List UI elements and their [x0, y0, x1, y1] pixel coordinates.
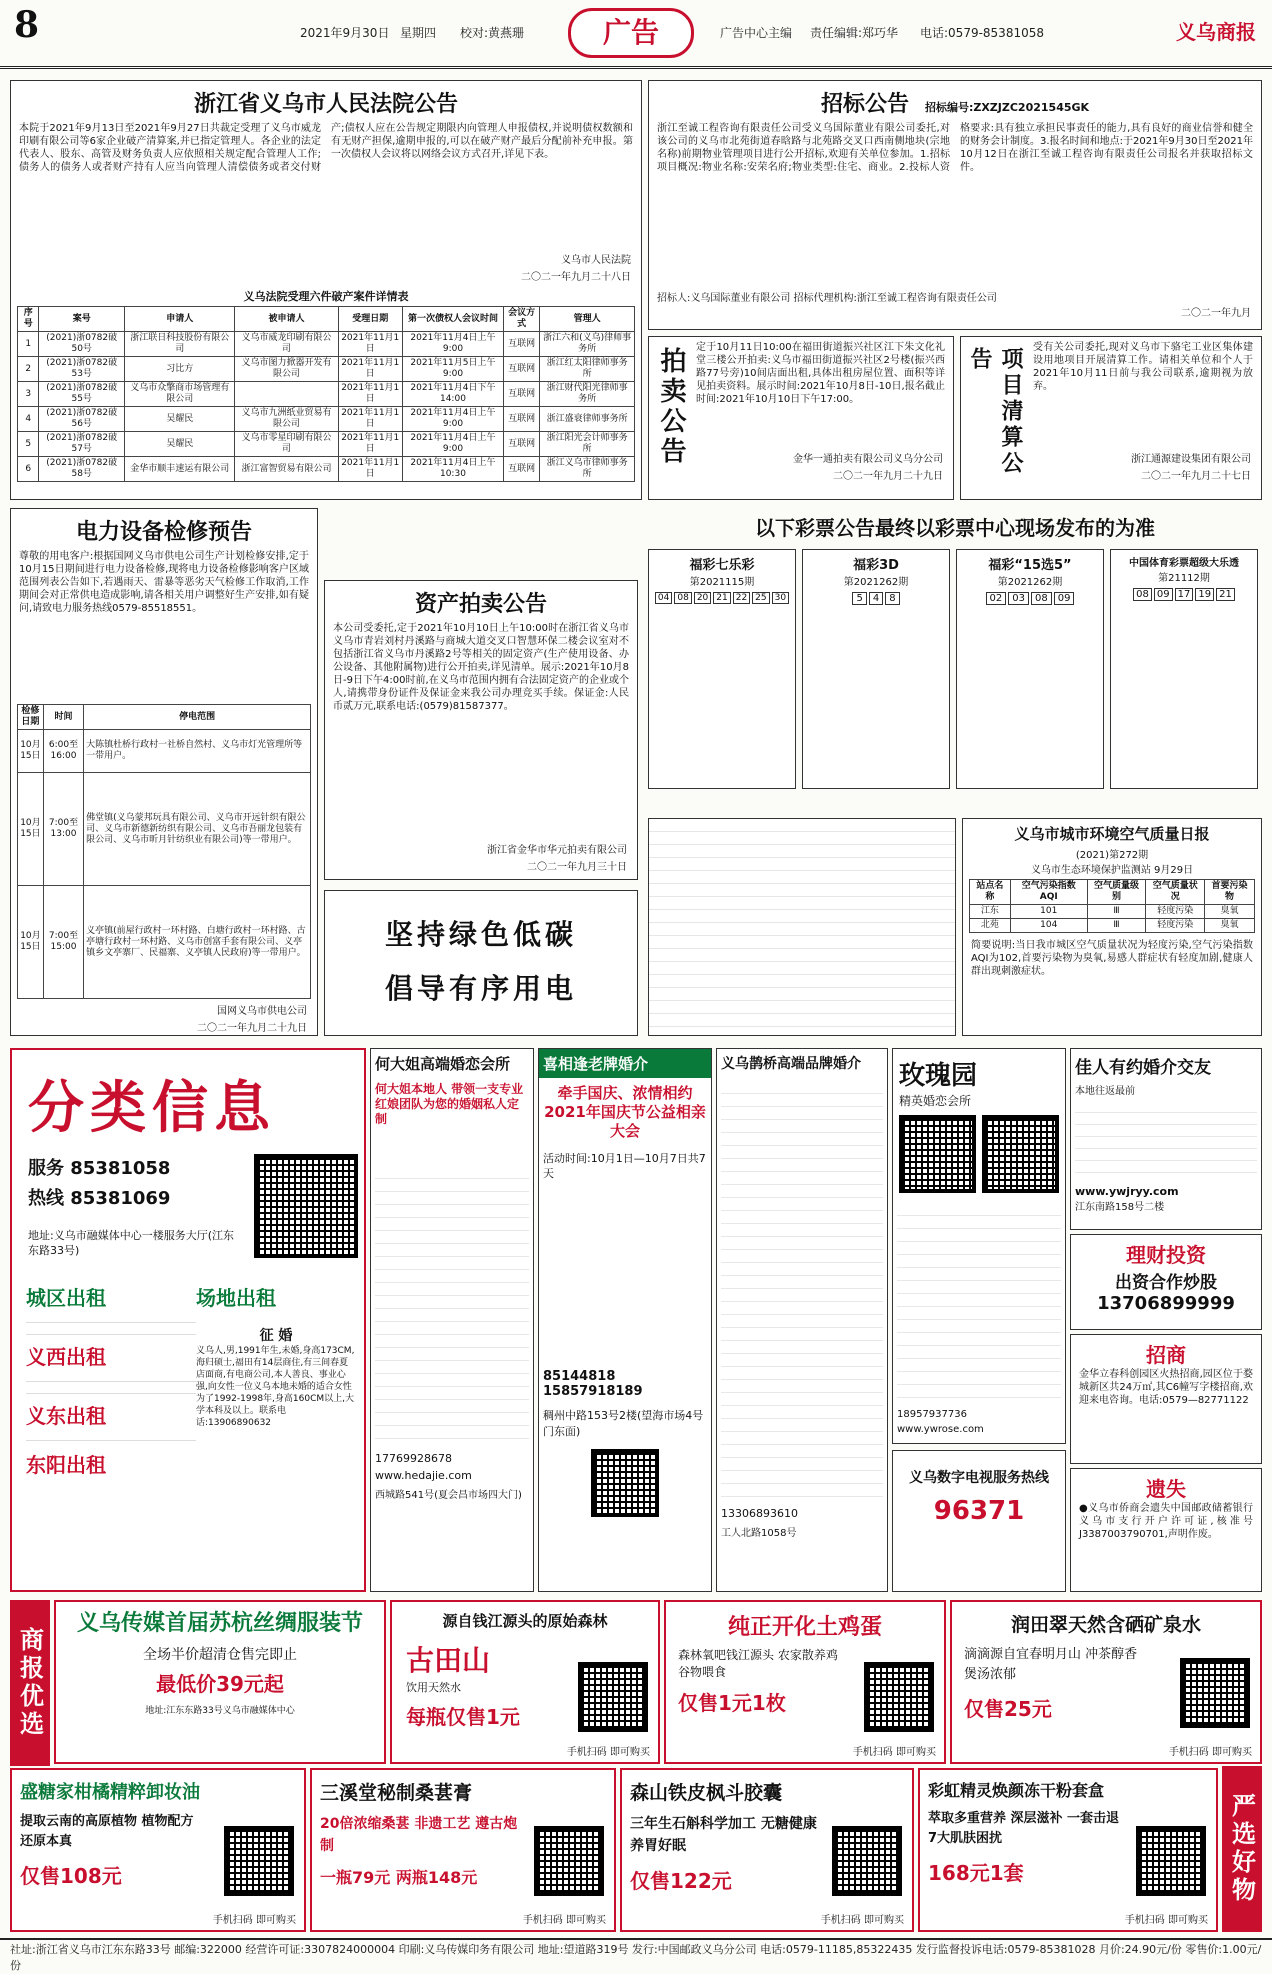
lottery-number: 4	[869, 592, 883, 605]
promo-sub: 三年生石斛科学加工 无糖健康 养胃好眠	[630, 1816, 817, 1854]
center-editor: 广告中心主编	[720, 26, 793, 40]
lottery-card	[802, 549, 950, 789]
court-th: 序号	[18, 307, 39, 332]
promo-right-label-box	[1222, 1766, 1262, 1932]
lottery-number: 22	[733, 592, 750, 604]
lottery-number: 20	[694, 592, 711, 604]
cell: (2021)浙0782破57号	[39, 432, 125, 457]
promo-sub: 全场半价超清仓售完即止	[143, 1647, 297, 1663]
lost-body: ●义乌市侨商会遗失中国邮政储蓄银行义乌市支行开户许可证,核准号J3387003790701,声明作废。	[1079, 1503, 1253, 1540]
promo-addr: 地址:江东东路33号义乌市融媒体中心	[145, 1706, 295, 1716]
jia-listings	[1075, 1101, 1257, 1181]
lottery-number: 03	[1008, 592, 1029, 605]
tv-phone: 96371	[933, 1496, 1025, 1526]
jia-addr: 江东南路158号二楼	[1075, 1202, 1165, 1213]
he-site: www.hedajie.com	[375, 1469, 472, 1482]
promo-mulberry-paste[interactable]	[310, 1768, 616, 1932]
cell: 10月15日	[18, 730, 44, 773]
promo-title: 义乌传媒首届苏杭丝绸服装节	[76, 1611, 363, 1636]
cat-city-rent: 城区出租	[26, 1286, 106, 1310]
he-addr: 西城路541号(夏会昌市场四大门)	[375, 1490, 522, 1501]
air-th: 空气质量状况	[1146, 880, 1205, 905]
ad-he-dajie	[370, 1048, 534, 1592]
cell: 5	[18, 432, 39, 457]
xi-time: 活动时间:10月1日—10月7日共7天	[543, 1152, 706, 1180]
jia-sub: 本地往返最前	[1075, 1086, 1135, 1097]
court-table	[17, 306, 635, 482]
court-table-title: 义乌法院受理六件破产案件详情表	[243, 290, 409, 303]
rose-listings	[897, 1203, 1061, 1403]
lottery-name: 福彩“15选5”	[988, 558, 1072, 573]
promo-gutianshan-water[interactable]	[390, 1600, 660, 1764]
table-row	[970, 919, 1255, 933]
cell: 大陈镇杜桥行政村一社桥自然村、义乌市灯光管理所等一带用户。	[84, 730, 311, 773]
xi-headline: 牵手国庆、浓情相约 2021年国庆节公益相亲大会	[544, 1084, 706, 1140]
lottery-card	[956, 549, 1104, 789]
rose-phone: 18957937736	[897, 1409, 967, 1420]
slogan-line1: 坚持绿色低碳	[384, 918, 577, 951]
court-th: 管理人	[540, 307, 635, 332]
cell: 4	[18, 407, 39, 432]
tv-title: 义乌数字电视服务热线	[909, 1470, 1049, 1486]
cell: 10月15日	[18, 773, 44, 886]
cell: 互联网	[504, 382, 540, 407]
promo-dendrobium[interactable]	[620, 1768, 914, 1932]
lottery-issue: 第2021262期	[997, 577, 1063, 588]
air-title: 义乌市城市环境空气质量日报	[1014, 825, 1210, 843]
cell	[235, 382, 338, 407]
tender-code: 招标编号:ZXZJZC2021545GK	[924, 101, 1090, 114]
promo-qr-code[interactable]	[534, 1826, 604, 1896]
promo-sub: 提取云南的高原植物 植物配方 还原本真	[20, 1814, 194, 1849]
power-title: 电力设备检修预告	[75, 519, 252, 545]
court-th: 被申请人	[235, 307, 338, 332]
cell: 浙江红太阳律师事务所	[540, 357, 635, 382]
cat-east-rent: 义东出租	[26, 1404, 106, 1428]
cell: 6	[18, 457, 39, 482]
promo-price: 仅售108元	[20, 1864, 122, 1888]
promo-qr-code[interactable]	[1180, 1658, 1250, 1728]
promo-qr-code[interactable]	[1136, 1826, 1206, 1896]
auction-small-signer: 金华一通拍卖有限公司义乌分公司	[793, 454, 943, 465]
cell: 2021年11月1日	[338, 407, 402, 432]
page-footer: 社址:浙江省义乌市江东东路33号 邮编:322000 经营许可证:3307824000004 印刷:义乌传媒印务有限公司 地址:望道路319号 发行:中国邮政义乌分公司 电话:0579-11185,85322435 发行监督投诉电话:0579-85381028 月价:24.90元/份 零售价:1.00元/份	[0, 1938, 1272, 1971]
cell: (2021)浙0782破58号	[39, 457, 125, 482]
table-row	[18, 357, 635, 382]
power-date: 二〇二一年九月二十九日	[197, 1023, 307, 1034]
lu-addr: 工人北路1058号	[721, 1528, 797, 1539]
ad-queqiao	[716, 1048, 888, 1592]
promo-title: 润田翠天然含硒矿泉水	[1010, 1614, 1201, 1636]
lottery-number: 02	[986, 592, 1007, 605]
promo-sub: 森林氧吧钱江源头 农家散养鸡谷物喂食	[678, 1648, 838, 1679]
he-listings	[375, 1166, 529, 1446]
audit-title: 项目清算公告	[967, 347, 1024, 477]
promo-title: 源自钱江源头的原始森林	[442, 1612, 608, 1630]
air-th: 首要污染物	[1205, 880, 1255, 905]
xi-addr: 稠州中路153号2楼(望海市场4号门东面)	[543, 1409, 704, 1438]
cell: 浙江盛衰律师事务所	[540, 407, 635, 432]
xi-phone: 85144818 15857918189	[543, 1369, 643, 1399]
cell: 浙江义乌市律师事务所	[540, 457, 635, 482]
rose-sub: 精英婚恋会所	[899, 1094, 972, 1108]
ad-invite-business	[1070, 1334, 1262, 1464]
lottery-name: 福彩七乐彩	[689, 558, 755, 573]
audit-body: 受有关公司委托,现对义乌市下骆宅工业区集体建设用地项目开展清算工作。请相关单位和个人于2021年10月11日前与我公司联系,逾期视为放弃。	[1033, 342, 1253, 392]
cell: 江东	[970, 905, 1011, 919]
lottery-name: 福彩3D	[853, 558, 899, 573]
cell: 浙江六和(义乌)律师事务所	[540, 332, 635, 357]
table-row	[18, 773, 311, 886]
cell: 义乌市零星印刷有限公司	[235, 432, 338, 457]
cell: (2021)浙0782破50号	[39, 332, 125, 357]
classified-qr-code	[254, 1154, 358, 1258]
promo-sub: 饮用天然水	[406, 1681, 461, 1694]
table-row	[970, 905, 1255, 919]
promo-price: 仅售122元	[630, 1869, 732, 1893]
power-th: 时间	[43, 705, 83, 730]
page-number: 8	[14, 4, 40, 46]
promo-price: 每瓶仅售1元	[406, 1705, 520, 1729]
auction-small-notice	[648, 336, 954, 500]
cell: 3	[18, 382, 39, 407]
air-source: 义乌市生态环境保护监测站 9月29日	[1030, 865, 1194, 876]
asset-auction-notice	[324, 580, 638, 880]
promo-name: 古田山	[406, 1644, 491, 1677]
promo-cleansing-oil[interactable]	[10, 1768, 306, 1932]
lottery-number: 21	[1216, 588, 1235, 601]
promo-price: 仅售1元1枚	[678, 1691, 786, 1715]
header-phone: 电话:0579-85381058	[920, 26, 1044, 40]
tender-body: 浙江至诚工程咨询有限责任公司受义乌国际董业有限公司委托,对该公司的义乌市北苑街道春晗路与北苑路交叉口西南侧地块(宗地名称)前期物业管理项目进行公开招标,欢迎有关单位参加。1.招标项目概况:物业名称:安荣名府;物业类型:住宅、商业。2.投标人资格要求:具有独立承担民事责任的能力,具有良好的商业信誉和健全的财务会计制度。3.报名时间和地点:于2021年9月30日至2021年10月12日在浙江至诚工程咨询有限责任公司报名并获取招标文件。	[657, 123, 1253, 173]
xi-title: 喜相逢老牌婚介	[539, 1049, 711, 1078]
promo-qr-code[interactable]	[864, 1662, 934, 1732]
lottery-number: 21	[713, 592, 730, 604]
lottery-number: 08	[1031, 592, 1052, 605]
ad-tv-hotline	[892, 1450, 1066, 1592]
court-notice	[10, 80, 642, 500]
promo-sub: 滴滴源自宜春明月山 冲茶醇香 煲汤浓郁	[964, 1647, 1138, 1682]
ad-investment	[1070, 1234, 1262, 1330]
cell: 互联网	[504, 407, 540, 432]
cell: 金华市顺丰速运有限公司	[124, 457, 235, 482]
cell: 7:00至13:00	[43, 773, 83, 886]
tender-date: 二〇二一年九月	[1181, 308, 1251, 319]
lottery-number: 8	[885, 592, 899, 605]
lottery-issue: 第2021262期	[843, 577, 909, 588]
responsible-editor: 责任编辑:郑巧华	[810, 26, 899, 40]
promo-left-label-box	[10, 1600, 50, 1766]
power-table	[17, 704, 311, 999]
cell: 浙江联日科技股份有限公司	[124, 332, 235, 357]
jia-site: www.ywjryy.com	[1075, 1185, 1179, 1198]
lottery-number: 30	[772, 592, 789, 604]
court-th: 案号	[39, 307, 125, 332]
service-phone: 服务 85381058	[28, 1158, 171, 1179]
audit-signer: 浙江通源建设集团有限公司	[1131, 454, 1251, 465]
lottery-number: 04	[655, 592, 672, 604]
cell: 2021年11月4日上午9:00	[402, 407, 503, 432]
cell: 2021年11月1日	[338, 457, 402, 482]
scan-hint: 手机扫码 即可购买	[852, 1747, 936, 1758]
licai-phone: 13706899999	[1097, 1293, 1235, 1314]
hotline-phone: 热线 85381069	[28, 1188, 171, 1209]
lottery-title: 以下彩票公告最终以彩票中心现场发布的为准	[755, 516, 1155, 540]
promo-qr-code[interactable]	[832, 1826, 902, 1896]
promo-title: 纯正开化土鸡蛋	[727, 1615, 882, 1640]
promo-price: 最低价39元起	[156, 1672, 284, 1696]
cell: 吴耀民	[124, 407, 235, 432]
he-phone: 17769928678	[375, 1452, 452, 1465]
promo-sub: 萃取多重营养 深层滋补 一套击退7大肌肤困扰	[928, 1811, 1120, 1846]
power-notice	[10, 508, 318, 1036]
ad-rose-garden	[892, 1048, 1066, 1444]
scan-hint: 手机扫码 即可购买	[1124, 1915, 1208, 1926]
scan-hint: 手机扫码 即可购买	[522, 1915, 606, 1926]
cell: 2021年11月4日上午9:00	[402, 332, 503, 357]
section-logo: 广告	[568, 8, 694, 58]
audit-notice	[960, 336, 1262, 500]
classified-address: 地址:义乌市融媒体中心一楼服务大厅(江东东路33号)	[28, 1229, 234, 1257]
cell: 互联网	[504, 457, 540, 482]
lottery-number: 25	[752, 592, 769, 604]
asset-auction-title: 资产拍卖公告	[414, 591, 547, 617]
auction-small-date: 二〇二一年九月二十九日	[833, 471, 943, 482]
promo-runtian-water[interactable]	[950, 1600, 1262, 1764]
slogan-line2: 倡导有序用电	[384, 972, 577, 1005]
cell: 101	[1010, 905, 1087, 919]
scan-hint: 手机扫码 即可购买	[1168, 1747, 1252, 1758]
promo-left-label: 商报优选	[15, 1627, 45, 1739]
promo-eggs[interactable]	[664, 1600, 946, 1764]
court-th: 会议方式	[504, 307, 540, 332]
promo-qr-code[interactable]	[578, 1662, 648, 1732]
cell: 2021年11月5日上午9:00	[402, 357, 503, 382]
newspaper-brand: 义乌商报	[1176, 20, 1256, 44]
table-row	[18, 332, 635, 357]
auction-small-title: 拍卖公告	[656, 347, 686, 467]
rose-qr-code	[899, 1115, 976, 1193]
cell: 7:00至15:00	[43, 886, 83, 999]
ad-xi-xiangfeng	[538, 1048, 712, 1592]
lottery-detail-tables	[648, 818, 956, 1036]
tender-notice	[648, 80, 1262, 330]
cell: 臭氧	[1205, 905, 1255, 919]
cell: 6:00至16:00	[43, 730, 83, 773]
cell: 2021年11月1日	[338, 332, 402, 357]
promo-silk-festival[interactable]	[54, 1600, 386, 1764]
rose-site: www.ywrose.com	[897, 1424, 984, 1435]
promo-right-label: 严选好物	[1227, 1793, 1257, 1905]
table-row	[18, 730, 311, 773]
rose-qr-code-2	[982, 1115, 1059, 1193]
he-slogan: 何大姐本地人 带领一支专业红娘团队为您的婚姻私人定制	[375, 1082, 524, 1126]
cell: Ⅲ	[1087, 905, 1146, 919]
cell: 轻度污染	[1146, 919, 1205, 933]
court-th: 第一次债权人会议时间	[402, 307, 503, 332]
tender-contact: 招标人:义乌国际董业有限公司 招标代理机构:浙江至诚工程咨询有限责任公司	[657, 293, 997, 304]
cell: 义乌市图力掀器开发有限公司	[235, 357, 338, 382]
court-title: 浙江省义乌市人民法院公告	[193, 91, 458, 117]
power-signer: 国网义乌市供电公司	[217, 1006, 307, 1017]
cell: (2021)浙0782破56号	[39, 407, 125, 432]
air-issue: (2021)第272期	[1075, 850, 1149, 861]
asset-auction-date: 二〇二一年九月三十日	[527, 862, 627, 873]
cell: 浙江财代阳光律师事务所	[540, 382, 635, 407]
court-signer: 义乌市人民法院	[561, 255, 631, 266]
cell: 互联网	[504, 357, 540, 382]
weekday: 星期四	[400, 26, 437, 40]
audit-date: 二〇二一年九月二十七日	[1141, 471, 1251, 482]
cell: 2021年11月4日上午10:30	[402, 457, 503, 482]
cell: 2021年11月1日	[338, 432, 402, 457]
cell: 义乌市九洲纸业贸易有限公司	[235, 407, 338, 432]
cell: 10月15日	[18, 886, 44, 999]
cell: (2021)浙0782破55号	[39, 382, 125, 407]
scan-hint: 手机扫码 即可购买	[566, 1747, 650, 1758]
cell: 北苑	[970, 919, 1011, 933]
cell: 2021年11月4日下午14:00	[402, 382, 503, 407]
tender-title: 招标公告	[820, 91, 909, 117]
ad-jiaren	[1070, 1048, 1262, 1230]
lottery-number: 5	[852, 592, 866, 605]
table-row	[18, 407, 635, 432]
asset-auction-body: 本公司受委托,定于2021年10月10日上午10:00时在浙江省义乌市义乌市青岩刘村丹溪路与商城大道交叉口智慧环保二楼会议室对不包括浙江省义乌市丹溪路2号等相关的固定资产(生产使用设备、办公设备、其他附属物)进行公开拍卖,详见清单。展示:2021年10月8日-9日下午4:00时前,在义乌市范围内拥有合法固定资产的企业或个人,请携带身份证件及保证金来我公司办理竞买手续。保证金:人民币贰万元,联系电话:(0579)81587377。	[333, 623, 629, 712]
power-intro: 尊敬的用电客户:根据国网义乌市供电公司生产计划检修安排,定于10月15日期间进行电力设备检修,现将电力设备检修影响客户区域范围列表公告如下,若遇雨天、雷暴等恶劣天气检修工作取消,工作期间会对正常供电造成影响,请各相关用户调整好生产安排,如有疑问,请致电力服务热线0579-85518551。	[19, 551, 309, 614]
cell: 浙江富智贸易有限公司	[235, 457, 338, 482]
cat-west-rent: 义西出租	[26, 1345, 106, 1369]
court-date: 二〇二一年九月二十八日	[521, 272, 631, 283]
power-th: 停电范围	[84, 705, 311, 730]
lottery-number: 08	[1133, 588, 1152, 601]
promo-title: 盛糖家柑橘精粹卸妆油	[20, 1782, 200, 1803]
cat-dongyang-rent: 东阳出租	[26, 1453, 106, 1477]
cell: 臭氧	[1205, 919, 1255, 933]
air-th: 站点名称	[970, 880, 1011, 905]
lu-title: 义乌鹊桥高端品牌婚介	[721, 1056, 861, 1072]
cell: (2021)浙0782破53号	[39, 357, 125, 382]
lottery-card	[648, 549, 796, 789]
air-quality	[962, 818, 1262, 1036]
cell: Ⅲ	[1087, 919, 1146, 933]
issue-date: 2021年9月30日	[300, 26, 390, 40]
table-row	[18, 432, 635, 457]
air-th: 空气质量级别	[1087, 880, 1146, 905]
cell: 104	[1010, 919, 1087, 933]
xi-qr-code	[591, 1449, 659, 1517]
lottery-number: 09	[1154, 588, 1173, 601]
cell: 2021年11月1日	[338, 382, 402, 407]
classified-title: 分类信息	[28, 1075, 276, 1141]
table-row	[18, 382, 635, 407]
cell: 浙江阳光会计师事务所	[540, 432, 635, 457]
court-th: 受理日期	[338, 307, 402, 332]
he-title: 何大姐高端婚恋会所	[375, 1055, 511, 1073]
air-table	[969, 879, 1255, 933]
cat-venue-rent: 场地出租	[196, 1286, 276, 1310]
licai-sub: 出资合作炒股	[1115, 1273, 1217, 1293]
promo-qr-code[interactable]	[224, 1826, 294, 1896]
cell: 义乌市威龙印刷有限公司	[235, 332, 338, 357]
zhaoshang-title: 招商	[1146, 1343, 1186, 1367]
slogan-box	[324, 890, 638, 1036]
air-note: 简要说明:当日我市城区空气质量状况为轻度污染,空气污染指数AQI为102,首要污染物为臭氧,易感人群症状有轻度加剧,健康人群出现刺激症状。	[971, 940, 1253, 977]
classified-panel	[10, 1048, 366, 1592]
cell: 2021年11月4日上午9:00	[402, 432, 503, 457]
lottery-card	[1110, 549, 1258, 789]
air-th: 空气污染指数AQI	[1010, 880, 1087, 905]
promo-price: 仅售25元	[964, 1697, 1052, 1721]
cell: 吴耀民	[124, 432, 235, 457]
lottery-number: 08	[674, 592, 691, 604]
lottery-number: 09	[1054, 592, 1075, 605]
promo-price: 168元1套	[928, 1861, 1024, 1885]
lottery-number: 19	[1195, 588, 1214, 601]
scan-hint: 手机扫码 即可购买	[212, 1915, 296, 1926]
lottery-issue: 第21112期	[1158, 573, 1210, 584]
auction-small-body: 定于10月11日10:00在福田街道振兴社区江下朱文化礼堂三楼公开拍卖:义乌市福田街道振兴社区2号楼(振兴西路77号旁)10间店面出租,具体出租房屋位置、面积等详见拍卖资料。展示时间:2021年10月8日-10日,报名截止时间:2021年10月10日下午17:00。	[696, 342, 945, 405]
cell: 轻度污染	[1146, 905, 1205, 919]
promo-freeze-dried-powder[interactable]	[918, 1768, 1218, 1932]
marriage-title: 征 婚	[259, 1328, 293, 1344]
lottery-section	[648, 508, 1262, 808]
cell: 1	[18, 332, 39, 357]
promo-title: 森山铁皮枫斗胶囊	[630, 1782, 783, 1804]
cell: 互联网	[504, 432, 540, 457]
promo-price: 一瓶79元 两瓶148元	[320, 1868, 478, 1887]
lottery-issue: 第2021115期	[689, 577, 755, 588]
lu-phone: 13306893610	[721, 1507, 798, 1520]
table-row	[18, 457, 635, 482]
cell: 义乌市众擎商市场管理有限公司	[124, 382, 235, 407]
scan-hint: 手机扫码 即可购买	[820, 1915, 904, 1926]
marriage-body: 义乌人,男,1991年生,未婚,身高173CM,海归硕士,福田有14层商住,有三间春夏店面商,有电商公司,本人善良、事业心强,向女性一位义乌本地未婚的适合女性为了1992-1998年,身高160CM以上,大学本科及以上。联系电话:13906890632	[196, 1346, 355, 1428]
court-body: 本院于2021年9月13日至2021年9月27日共裁定受理了义乌市威龙印刷有限公司等6家企业破产清算案,并已指定管理人。各企业的法定代表人、股东、高管及财务负责人应依照相关规定配合管理人工作;债务人的债务人或者财产持有人应当向管理人清偿债务或者交付财产;债权人应在公告规定期限内向管理人申报债权,并说明债权数额和有无财产担保,逾期申报的,可以在破产财产最后分配前补充申报。第一次债权人会议将以网络会议方式召开,详见下表。	[19, 123, 633, 173]
promo-title: 三溪堂秘制桑葚膏	[320, 1782, 473, 1804]
cell: 2021年11月1日	[338, 357, 402, 382]
rose-title: 玫瑰园	[899, 1061, 978, 1091]
asset-auction-signer: 浙江省金华市华元拍卖有限公司	[487, 845, 627, 856]
cell: 义亭镇(前屋行政村一环村路、白塘行政村一环村路、古亭塘行政村一环村路、义乌市创富手套有限公司、义亭镇乡文亭寨厂、民福寨、义亭镇人民政府)等一带用户。	[84, 886, 311, 999]
jia-title: 佳人有约婚介交友	[1075, 1058, 1211, 1078]
lottery-number: 17	[1175, 588, 1194, 601]
page-header	[0, 0, 1272, 69]
ad-lost-notice	[1070, 1468, 1262, 1592]
power-th: 检修日期	[18, 705, 44, 730]
proofreader: 校对:黄燕珊	[460, 26, 525, 40]
lu-listings	[721, 1081, 883, 1501]
licai-title: 理财投资	[1126, 1243, 1206, 1267]
lottery-name: 中国体育彩票超级大乐透	[1129, 558, 1239, 569]
promo-sub: 20倍浓缩桑葚 非遗工艺 遵古炮制	[320, 1816, 518, 1854]
lost-title: 遗失	[1146, 1477, 1186, 1501]
cell: 佛堂镇(义乌蒙邦玩具有限公司、义乌市开远针织有限公司、义乌市新德新纺织有限公司、义乌市吾丽龙包装有限公司、义乌市昕月针纺织业有限公司)等一带用户。	[84, 773, 311, 886]
zhaoshang-body: 金华立春科创园区火热招商,园区位于婺城新区共24万㎡,其C6幢写字楼招商,欢迎来电咨询。电话:0579—82771122	[1079, 1369, 1253, 1406]
cell: 2	[18, 357, 39, 382]
cell: 习比方	[124, 357, 235, 382]
court-th: 申请人	[124, 307, 235, 332]
promo-title: 彩虹精灵焕颜冻干粉套盒	[928, 1781, 1105, 1800]
cell: 互联网	[504, 332, 540, 357]
table-row	[18, 886, 311, 999]
